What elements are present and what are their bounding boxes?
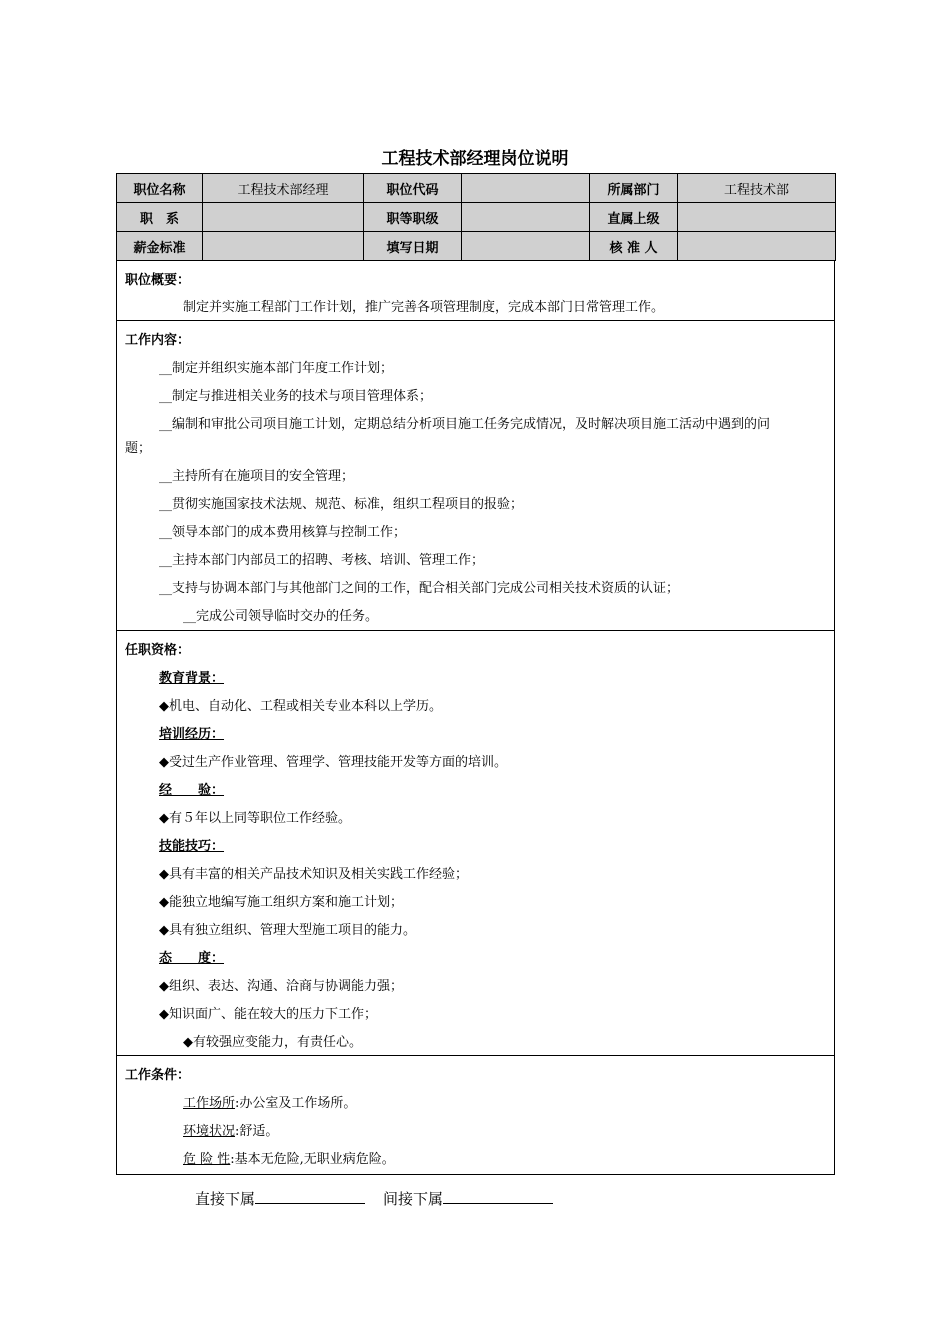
department-label: 所属部门 [590, 174, 678, 203]
page-title: 工程技术部经理岗位说明 [381, 149, 569, 169]
duties-section [116, 320, 835, 631]
qualifications-section [116, 630, 835, 1056]
position-name-value: 工程技术部经理 [203, 174, 364, 203]
attitude-item: ◆有较强应变能力，有责任心。 [183, 1035, 362, 1050]
indirect-subordinates-label: 间接下属 [383, 1190, 444, 1208]
duty-item: __贯彻实施国家技术法规、规范、标准，组织工程项目的报验； [159, 497, 524, 512]
training-text: ◆受过生产作业管理、管理学、管理技能开发等方面的培训。 [159, 755, 507, 770]
direct-subordinates-blank[interactable] [255, 1189, 365, 1204]
attitude-item: ◆组织、表达、沟通、洽商与协调能力强； [159, 979, 403, 994]
attitude-item: ◆知识面广、能在较大的压力下工作； [159, 1007, 377, 1022]
indirect-subordinates [383, 1188, 553, 1209]
grade-label: 职等职级 [364, 203, 462, 232]
overview-text: 制定并实施工程部门工作计划，推广完善各项管理制度，完成本部门日常管理工作。 [183, 300, 665, 315]
salary-value [203, 232, 364, 261]
department-value: 工程技术部 [678, 174, 836, 203]
direct-subordinates [195, 1188, 365, 1209]
duty-item: __领导本部门的成本费用核算与控制工作； [159, 525, 407, 540]
risk-label: 危 险 性 [183, 1152, 231, 1167]
header-table [116, 173, 836, 261]
environment-label: 环境状况 [183, 1124, 236, 1139]
overview-section [116, 260, 835, 321]
attitude-label: 态 度： [159, 951, 225, 966]
position-code-label: 职位代码 [364, 174, 462, 203]
date-label: 填写日期 [364, 232, 462, 261]
training-label: 培训经历： [159, 727, 225, 742]
duty-item: __主持本部门内部员工的招聘、考核、培训、管理工作； [159, 553, 485, 568]
conditions-section [116, 1055, 835, 1175]
duties-title: 工作内容： [125, 333, 191, 348]
header-row [117, 174, 836, 203]
supervisor-label: 直属上级 [590, 203, 678, 232]
workplace-value: :办公室及工作场所。 [235, 1096, 357, 1111]
qualifications-title: 任职资格： [125, 643, 191, 658]
experience-label: 经 验： [159, 783, 225, 798]
environment-value: :舒适。 [235, 1124, 279, 1139]
duty-item: __制定与推进相关业务的技术与项目管理体系； [159, 389, 433, 404]
job-family-label: 职 系 [117, 203, 203, 232]
supervisor-value [678, 203, 836, 232]
direct-subordinates-label: 直接下属 [195, 1190, 256, 1208]
duty-item: __主持所有在施项目的安全管理； [159, 469, 355, 484]
skill-item: ◆具有丰富的相关产品技术知识及相关实践工作经验； [159, 867, 468, 882]
education-text: ◆机电、自动化、工程或相关专业本科以上学历。 [159, 699, 442, 714]
position-code-value [462, 174, 590, 203]
header-row [117, 203, 836, 232]
duty-item: 题； [125, 441, 152, 456]
environment-line [183, 1120, 278, 1139]
workplace-label: 工作场所 [183, 1096, 236, 1111]
job-family-value [203, 203, 364, 232]
workplace-line [183, 1092, 356, 1111]
approver-value [678, 232, 836, 261]
position-name-label: 职位名称 [117, 174, 203, 203]
skills-label: 技能技巧： [159, 839, 225, 854]
risk-line [183, 1148, 395, 1167]
skill-item: ◆具有独立组织、管理大型施工项目的能力。 [159, 923, 416, 938]
duty-item: __制定并组织实施本部门年度工作计划； [159, 361, 394, 376]
duty-item: __支持与协调本部门与其他部门之间的工作，配合相关部门完成公司相关技术资质的认证； [159, 581, 680, 596]
conditions-title: 工作条件： [125, 1068, 191, 1083]
education-label: 教育背景： [159, 671, 225, 686]
grade-value [462, 203, 590, 232]
salary-label: 薪金标准 [117, 232, 203, 261]
date-value [462, 232, 590, 261]
duty-item: __编制和审批公司项目施工计划，定期总结分析项目施工任务完成情况，及时解决项目施工活动中遇到的问 [159, 417, 771, 432]
risk-value: :基本无危险,无职业病危险。 [230, 1152, 395, 1167]
skill-item: ◆能独立地编写施工组织方案和施工计划； [159, 895, 403, 910]
header-row [117, 232, 836, 261]
experience-text: ◆有５年以上同等职位工作经验。 [159, 811, 351, 826]
overview-title: 职位概要： [125, 273, 191, 288]
duty-item: __完成公司领导临时交办的任务。 [183, 609, 379, 624]
approver-label: 核 准 人 [590, 232, 678, 261]
indirect-subordinates-blank[interactable] [443, 1189, 553, 1204]
